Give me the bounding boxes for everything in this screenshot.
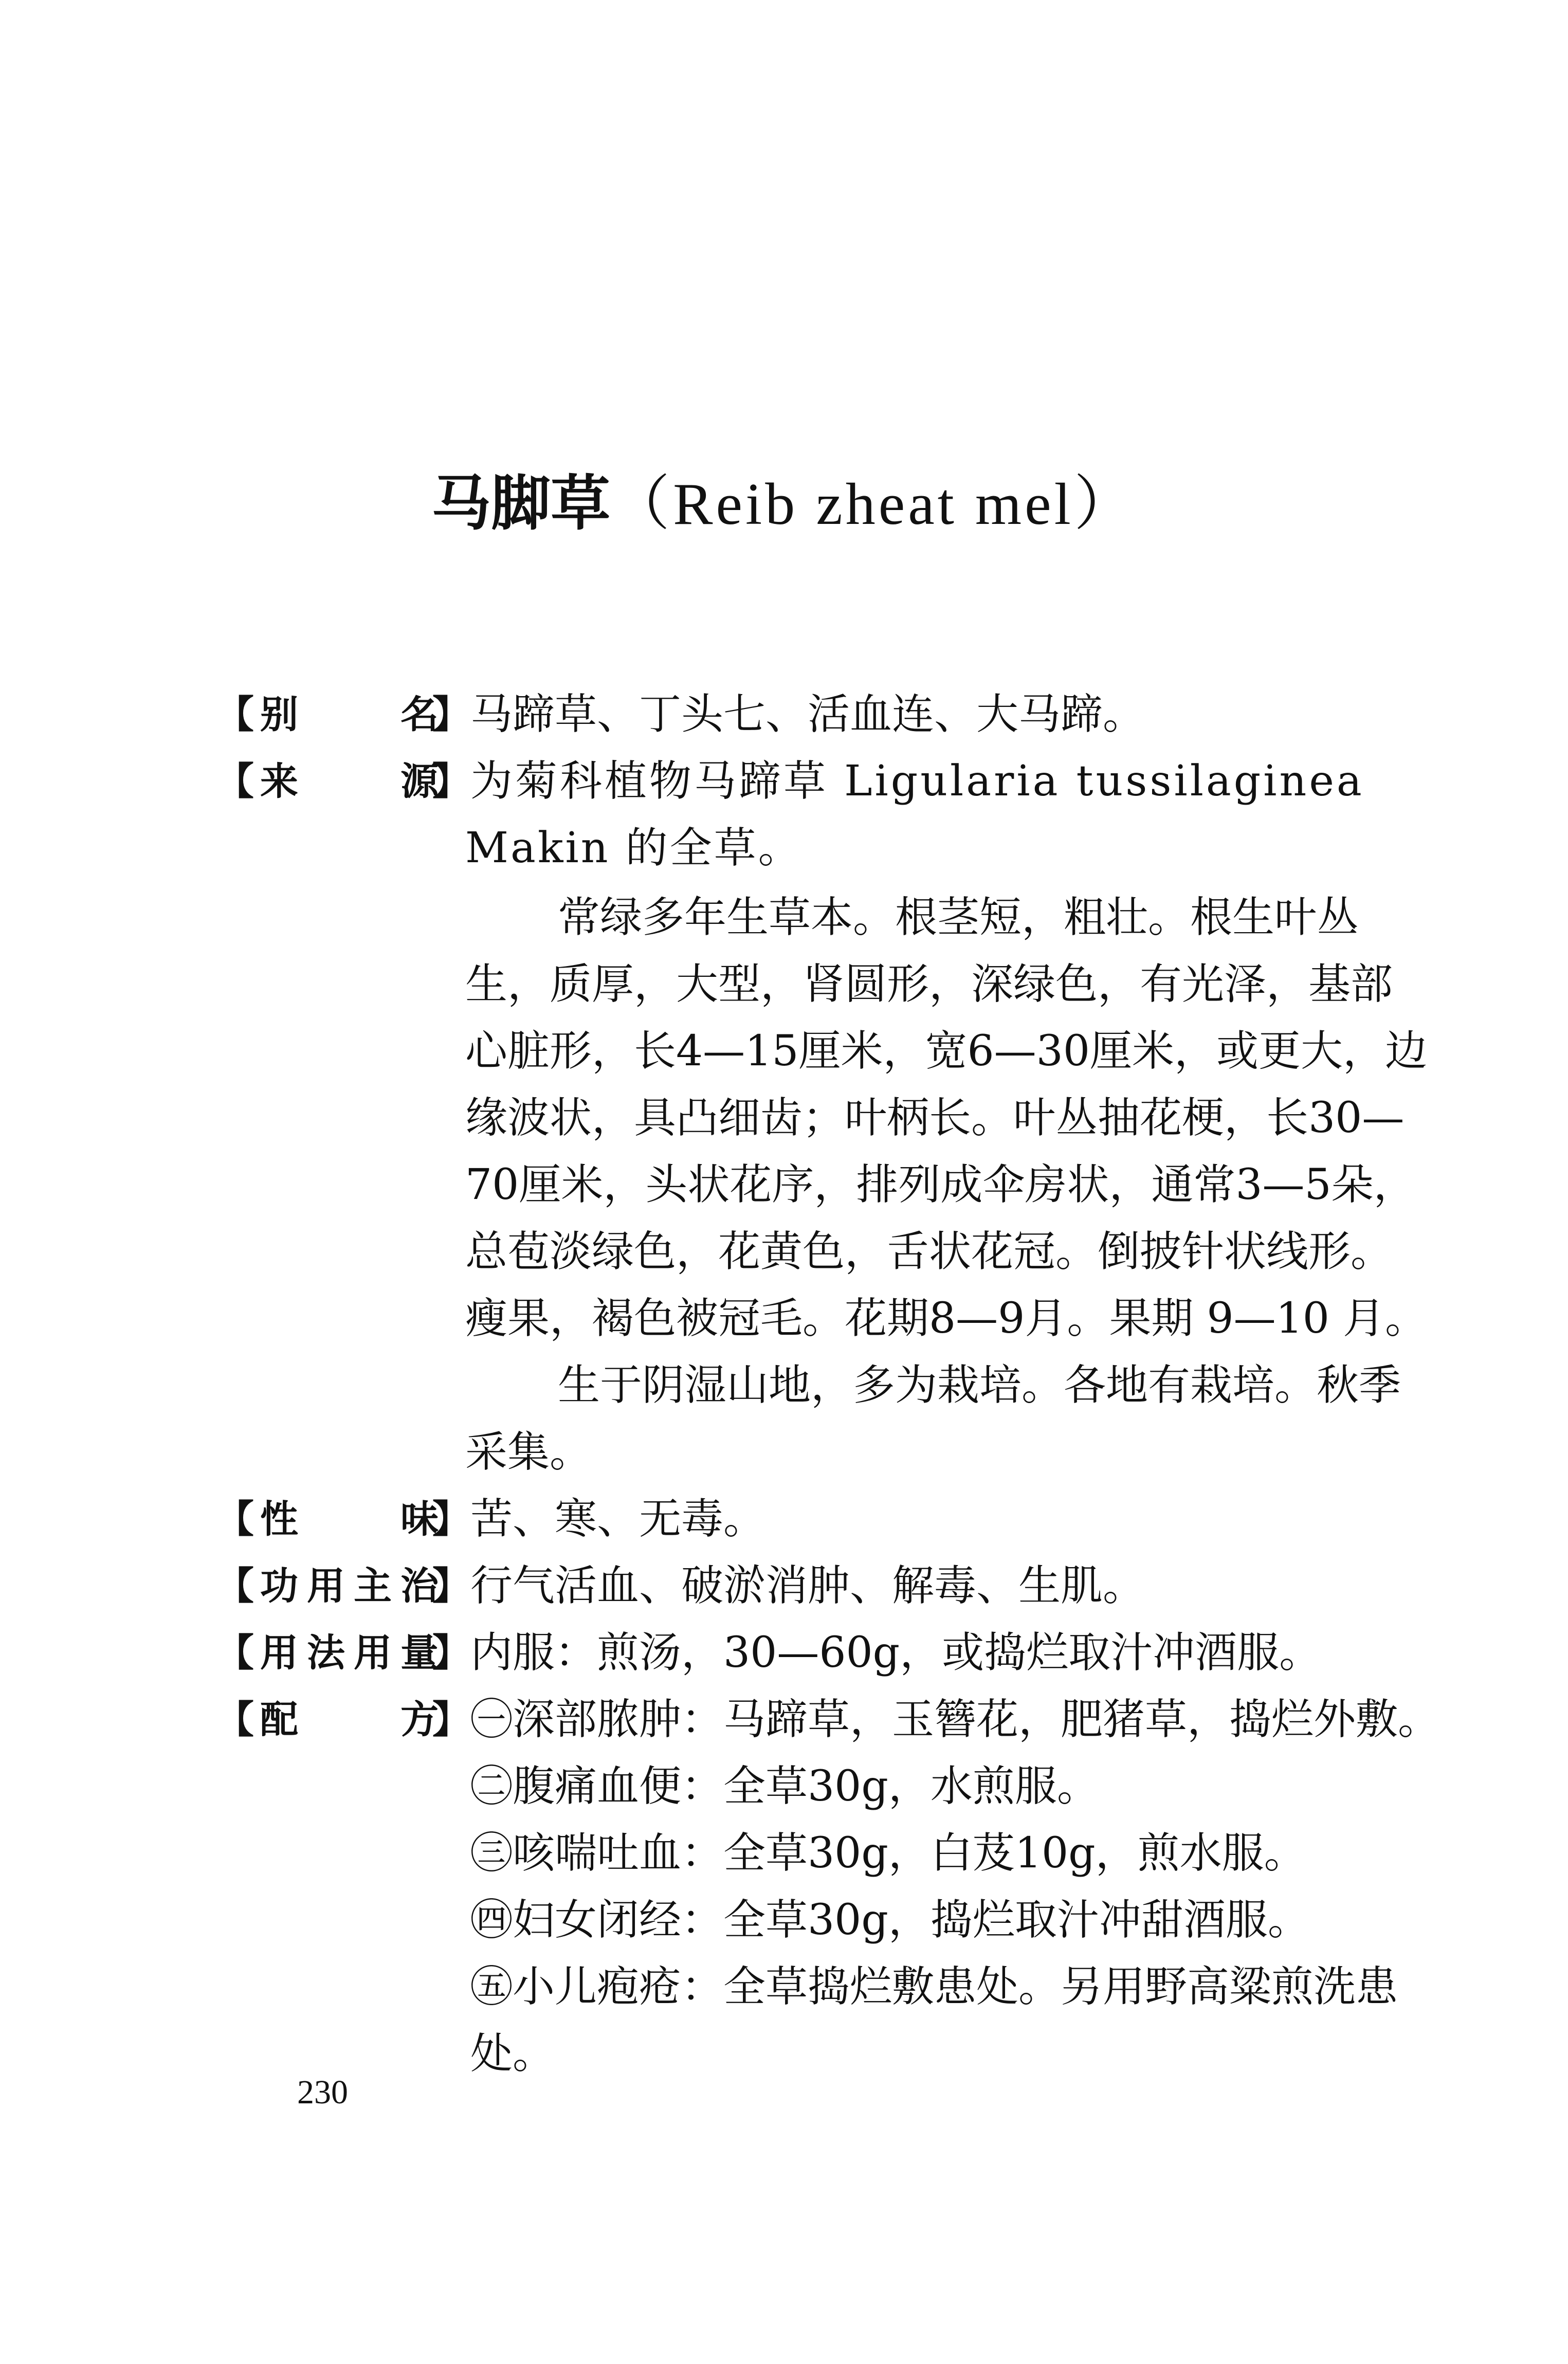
- section-text-line: 心脏形，长4—15厘米，宽6—30厘米，或更大，边: [465, 1027, 1428, 1076]
- section-text-line: Makin 的全草。: [465, 824, 803, 872]
- section-source: 【 来 源 】 为菊科植物马蹄草 Ligularia tussilaginea: [0, 748, 1568, 815]
- section-prescriptions: 【 配 方 】 ㊀深部脓肿：马蹄草，玉簪花，肥猪草，捣烂外敷。: [0, 1686, 1568, 1753]
- prescription-line: ㊁腹痛血便：全草30g，水煎服。: [470, 1762, 1099, 1811]
- section-text-line: 70厘米，头状花序，排列成伞房状，通常3—5朵，: [465, 1160, 1416, 1209]
- section-alias: 【 别 名 】 马蹄草、丁头七、活血连、大马蹄。: [0, 681, 1568, 748]
- prescription-line: ㊀深部脓肿：马蹄草，玉簪花，肥猪草，捣烂外敷。: [470, 1695, 1441, 1744]
- section-text-line: 行气活血、破淤消肿、解毒、生肌。: [470, 1561, 1145, 1610]
- section-text-line: 常绿多年生草本。根茎短，粗壮。根生叶丛: [558, 893, 1359, 942]
- section-text-line: 生，质厚，大型，肾圆形，深绿色，有光泽，基部: [465, 960, 1393, 1009]
- section-text-line: 苦、寒、无毒。: [470, 1495, 766, 1543]
- prescription-line: 处。: [470, 2029, 555, 2078]
- title-english: （Reib zheat mel）: [610, 471, 1137, 537]
- section-text-line: 马蹄草、丁头七、活血连、大马蹄。: [470, 690, 1145, 739]
- section-text-line: 为菊科植物马蹄草 Ligularia tussilaginea: [470, 757, 1364, 806]
- title-chinese: 马脚草: [431, 469, 611, 538]
- prescription-line: ㊂咳喘吐血：全草30g，白芨10g，煎水服。: [470, 1829, 1306, 1878]
- section-nature-taste: 【 性 味 】 苦、寒、无毒。: [0, 1486, 1568, 1553]
- section-function: 【 功 用 主 治 】 行气活血、破淤消肿、解毒、生肌。: [0, 1553, 1568, 1620]
- section-text-line: 生于阴湿山地，多为栽培。各地有栽培。秋季: [558, 1361, 1401, 1410]
- section-text-line: 内服：煎汤，30—60g，或捣烂取汁冲酒服。: [470, 1628, 1322, 1677]
- page-number: 230: [297, 2074, 348, 2111]
- section-text-line: 缘波状，具凸细齿；叶柄长。叶丛抽花梗，长30—: [465, 1094, 1405, 1142]
- prescription-line: ㊄小儿疱疮：全草捣烂敷患处。另用野高粱煎洗患: [470, 1962, 1398, 2011]
- entry-title: [0, 465, 1568, 543]
- section-text-line: 总苞淡绿色，花黄色，舌状花冠。倒披针状线形。: [465, 1227, 1393, 1276]
- section-text-line: 采集。: [465, 1428, 592, 1477]
- section-text-line: 瘦果，褐色被冠毛。花期8—9月。果期 9—10 月。: [465, 1294, 1427, 1343]
- section-usage: 【 用 法 用 量 】 内服：煎汤，30—60g，或捣烂取汁冲酒服。: [0, 1620, 1568, 1686]
- prescription-line: ㊃妇女闭经：全草30g，捣烂取汁冲甜酒服。: [470, 1896, 1310, 1944]
